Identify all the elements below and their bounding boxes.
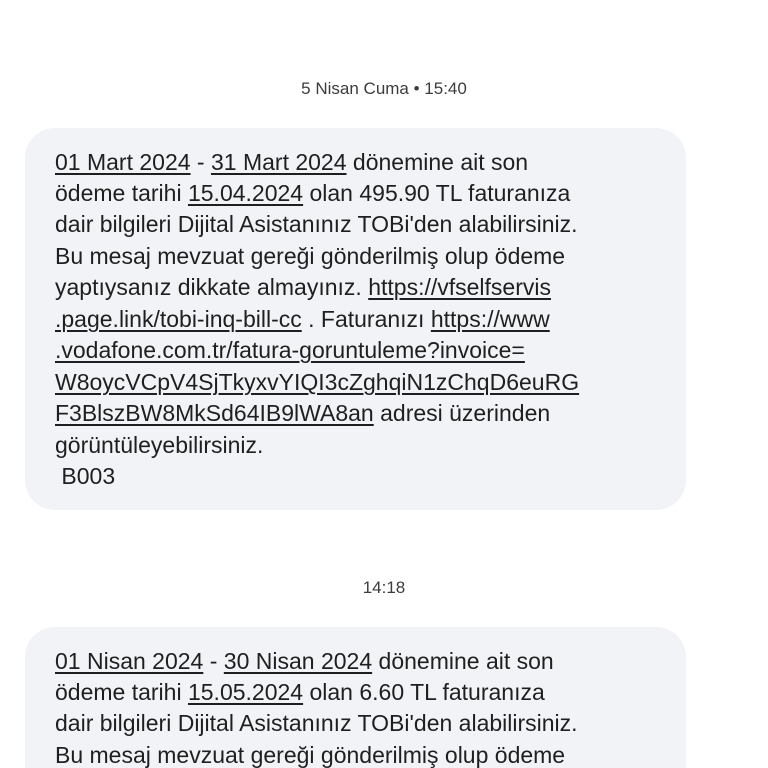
message-text: yaptıysanız dikkate almayınız. [55,274,369,300]
url-link[interactable]: .vodafone.com.tr/fatura-goruntuleme?invoice= [55,337,525,363]
message-line: görüntüleyebilirsiniz. [55,432,264,458]
message-line [55,367,579,398]
date-link[interactable]: 30 Nisan 2024 [223,648,373,674]
message-line: dair bilgileri Dijital Asistanınız TOBi'den alabilirsiniz. [55,710,578,736]
message-text: ödeme tarihi [55,180,188,206]
message-line [55,398,550,429]
message-line [55,304,550,335]
url-link[interactable]: W8oycVCpV4SjTkyxvYIQI3cZghqiN1zChqD6euRG [55,369,580,395]
date-link[interactable]: 01 Nisan 2024 [55,648,204,674]
date-link[interactable]: 15.05.2024 [187,679,304,705]
message-bubble[interactable] [25,128,686,510]
url-link[interactable]: https://vfselfservis [368,274,551,300]
message-line [55,335,525,366]
message-line: Bu mesaj mevzuat gereği gönderilmiş olup ödeme [55,243,566,269]
message-line [55,147,528,178]
message-text: adresi üzerinden [373,400,551,426]
url-link[interactable]: F3BlszBW8MkSd64IB9lWA8an [55,400,374,426]
message-text: . Faturanızı [301,306,431,332]
message-line: Bu mesaj mevzuat gereği gönderilmiş olup ödeme [55,742,566,768]
url-link[interactable]: .page.link/tobi-inq-bill-cc [55,306,302,332]
date-link[interactable]: 01 Mart 2024 [55,149,191,175]
date-link[interactable]: 15.04.2024 [187,180,304,206]
message-line [55,677,545,708]
message-line [55,646,554,677]
url-link[interactable]: https://www [430,306,550,332]
message-text: - [203,648,224,674]
message-line [55,178,570,209]
date-link[interactable]: 31 Mart 2024 [210,149,347,175]
message-line: dair bilgileri Dijital Asistanınız TOBi'den alabilirsiniz. [55,211,578,237]
message-text: olan 495.90 TL faturanıza [303,180,571,206]
message-line [55,272,551,303]
message-text: dönemine ait son [346,149,529,175]
time-separator: 14:18 [362,578,406,597]
message-bubble[interactable] [25,627,686,768]
message-text: ödeme tarihi [55,679,188,705]
date-separator: 5 Nisan Cuma • 15:40 [301,79,467,98]
message-text: olan 6.60 TL faturanıza [303,679,545,705]
message-text: dönemine ait son [372,648,554,674]
message-text: - [190,149,211,175]
message-line: B003 [55,463,116,489]
